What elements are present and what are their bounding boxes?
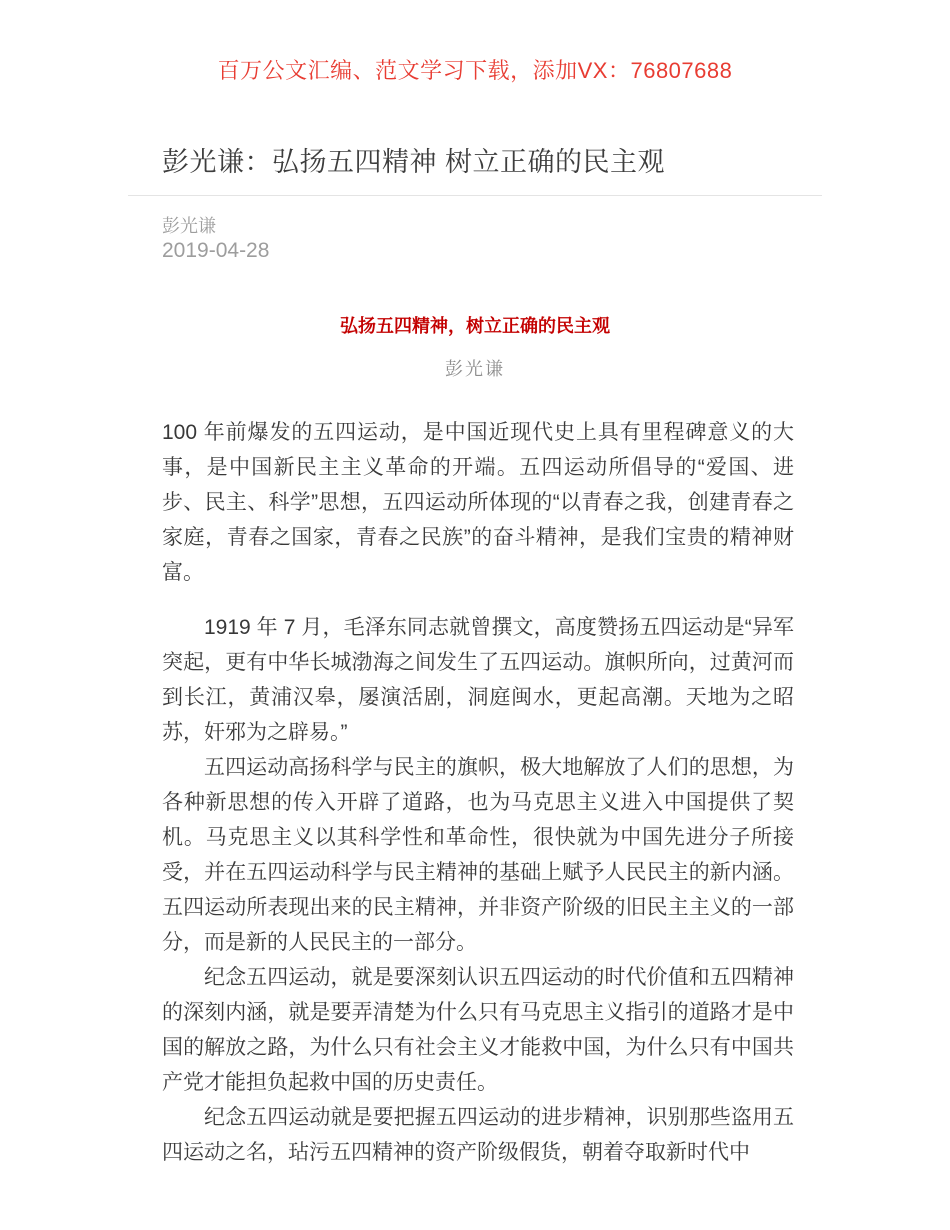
paragraph: 100 年前爆发的五四运动，是中国近现代史上具有里程碑意义的大事，是中国新民主主义革命的开端。五四运动所倡导的“爱国、进步、民主、科学”思想，五四运动所体现的“以青春之我，创建青春之家庭，青春之国家，青春之民族”的奋斗精神，是我们宝贵的精神财富。 xyxy=(162,421,794,584)
article-container xyxy=(128,140,822,1170)
article-meta xyxy=(128,214,822,264)
publish-date: 2019-04-28 xyxy=(162,239,270,262)
author-name: 彭光谦 xyxy=(162,216,216,236)
document-heading: 弘扬五四精神，树立正确的民主观 xyxy=(340,316,610,336)
paragraph: 五四运动高扬科学与民主的旗帜，极大地解放了人们的思想，为各种新思想的传入开辟了道路，也为马克思主义进入中国提供了契机。马克思主义以其科学性和革命性，很快就为中国先进分子所接受，并在五四运动科学与民主精神的基础上赋予人民民主的新内涵。五四运动所表现出来的民主精神，并非资产阶级的旧民主主义的一部分，而是新的人民民主的一部分。 xyxy=(162,756,794,954)
promo-banner: 百万公文汇编、范文学习下载，添加VX：76807688 xyxy=(217,58,733,83)
paragraph: 纪念五四运动，就是要深刻认识五四运动的时代价值和五四精神的深刻内涵，就是要弄清楚为什么只有马克思主义指引的道路才是中国的解放之路，为什么只有社会主义才能救中国，为什么只有中国共产党才能担负起救中国的历史责任。 xyxy=(162,966,794,1094)
document-author: 彭光谦 xyxy=(445,359,505,379)
article-body xyxy=(128,415,822,1170)
title-divider xyxy=(128,195,822,196)
paragraph: 1919 年 7 月，毛泽东同志就曾撰文，高度赞扬五四运动是“异军突起，更有中华长城渤海之间发生了五四运动。旗帜所向，过黄河而到长江，黄浦汉皋，屡演活剧，洞庭闽水，更起高潮。天地为之昭苏，奸邪为之辟易。” xyxy=(162,616,794,744)
page-title: 彭光谦：弘扬五四精神 树立正确的民主观 xyxy=(162,147,666,177)
paragraph: 纪念五四运动就是要把握五四运动的进步精神，识别那些盗用五四运动之名，玷污五四精神的资产阶级假货，朝着夺取新时代中 xyxy=(162,1106,794,1164)
